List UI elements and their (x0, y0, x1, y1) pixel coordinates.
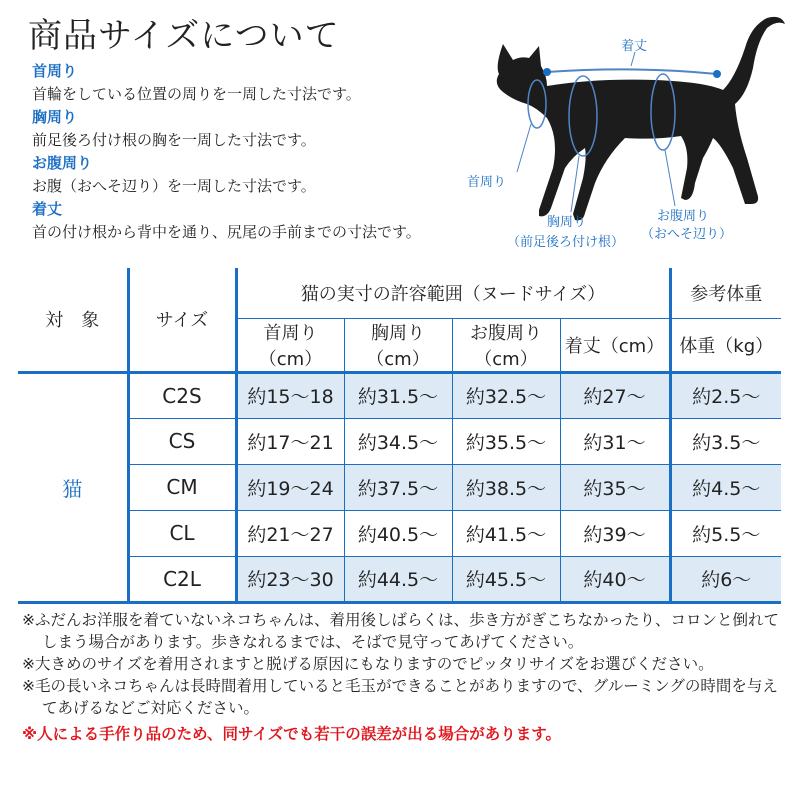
chest-cell: 約31.5～ (344, 372, 452, 418)
header-target: 対 象 (18, 268, 128, 372)
label-chest: 胸周り (547, 215, 587, 230)
cat-measurement-diagram (455, 8, 795, 258)
def-term-neck: 首周り (32, 62, 78, 80)
belly-cell: 約38.5～ (452, 464, 560, 510)
subheader-length: 着丈（cm） (560, 318, 670, 372)
note-item: ※毛の長いネコちゃんは長時間着用していると毛玉ができることがありますので、グルーミングの時間を与えてあげるなどご対応ください。 (22, 677, 778, 717)
length-cell: 約35～ (560, 464, 670, 510)
length-cell: 約27～ (560, 372, 670, 418)
table-row (18, 372, 781, 418)
warning-note: ※人による手作り品のため、同サイズでも若干の誤差が出る場合があります。 (22, 725, 561, 743)
length-cell: 約39～ (560, 510, 670, 556)
belly-cell: 約35.5～ (452, 418, 560, 464)
def-term-length: 着丈 (32, 200, 63, 218)
def-desc-neck: 首輪をしている位置の周りを一周した寸法です。 (32, 85, 361, 103)
notes (22, 609, 787, 745)
weight-cell: 約6～ (670, 556, 781, 602)
belly-cell: 約32.5～ (452, 372, 560, 418)
size-cell: CS (128, 418, 236, 464)
size-cell: C2S (128, 372, 236, 418)
neck-cell: 約17～21 (236, 418, 344, 464)
label-neck: 首周り (467, 175, 507, 190)
chest-cell: 約37.5～ (344, 464, 452, 510)
measurement-definitions (32, 60, 502, 244)
weight-cell: 約3.5～ (670, 418, 781, 464)
neck-cell: 約23～30 (236, 556, 344, 602)
size-cell: CL (128, 510, 236, 556)
length-cell: 約40～ (560, 556, 670, 602)
note-item: ※大きめのサイズを着用されますと脱げる原因にもなりますのでピッタリサイズをお選びください。 (22, 655, 714, 673)
size-table (18, 268, 781, 604)
page-title: 商品サイズについて (28, 16, 340, 56)
note-item: ※ふだんお洋服を着ていないネコちゃんは、着用後しばらくは、歩き方がぎこちなかったり、コロンと倒れてしまう場合があります。歩きなれるまでは、そばで見守ってあげてください。 (22, 611, 779, 651)
table-row (18, 510, 781, 556)
header-ref-weight: 参考体重 (670, 268, 781, 318)
neck-cell: 約19～24 (236, 464, 344, 510)
table-row (18, 464, 781, 510)
neck-cell: 約21～27 (236, 510, 344, 556)
length-cell: 約31～ (560, 418, 670, 464)
chest-cell: 約44.5～ (344, 556, 452, 602)
header-size: サイズ (128, 268, 236, 372)
subheader-weight: 体重（kg） (670, 318, 781, 372)
neck-cell: 約15～18 (236, 372, 344, 418)
label-belly-note: （おへそ辺り） (641, 227, 733, 242)
def-term-belly: お腹周り (32, 154, 93, 172)
subheader-belly: お腹周り（cm） (452, 318, 560, 372)
chest-cell: 約40.5～ (344, 510, 452, 556)
weight-cell: 約5.5～ (670, 510, 781, 556)
def-term-chest: 胸周り (32, 108, 78, 126)
size-cell: C2L (128, 556, 236, 602)
weight-cell: 約4.5～ (670, 464, 781, 510)
weight-cell: 約2.5～ (670, 372, 781, 418)
label-chest-note: （前足後ろ付け根） (507, 235, 625, 250)
belly-cell: 約41.5～ (452, 510, 560, 556)
header-nude-size: 猫の実寸の許容範囲（ヌードサイズ） (236, 268, 670, 318)
def-desc-length: 首の付け根から背中を通り、尻尾の手前までの寸法です。 (32, 223, 421, 241)
subheader-chest: 胸周り（cm） (344, 318, 452, 372)
belly-cell: 約45.5～ (452, 556, 560, 602)
label-belly: お腹周り (657, 209, 710, 224)
def-desc-belly: お腹（おへそ辺り）を一周した寸法です。 (32, 177, 316, 195)
subheader-neck: 首周り（cm） (236, 318, 344, 372)
table-row (18, 556, 781, 602)
table-row (18, 418, 781, 464)
chest-cell: 約34.5～ (344, 418, 452, 464)
size-cell: CM (128, 464, 236, 510)
label-length: 着丈 (621, 39, 648, 54)
def-desc-chest: 前足後ろ付け根の胸を一周した寸法です。 (32, 131, 316, 149)
target-cat: 猫 (18, 372, 128, 602)
